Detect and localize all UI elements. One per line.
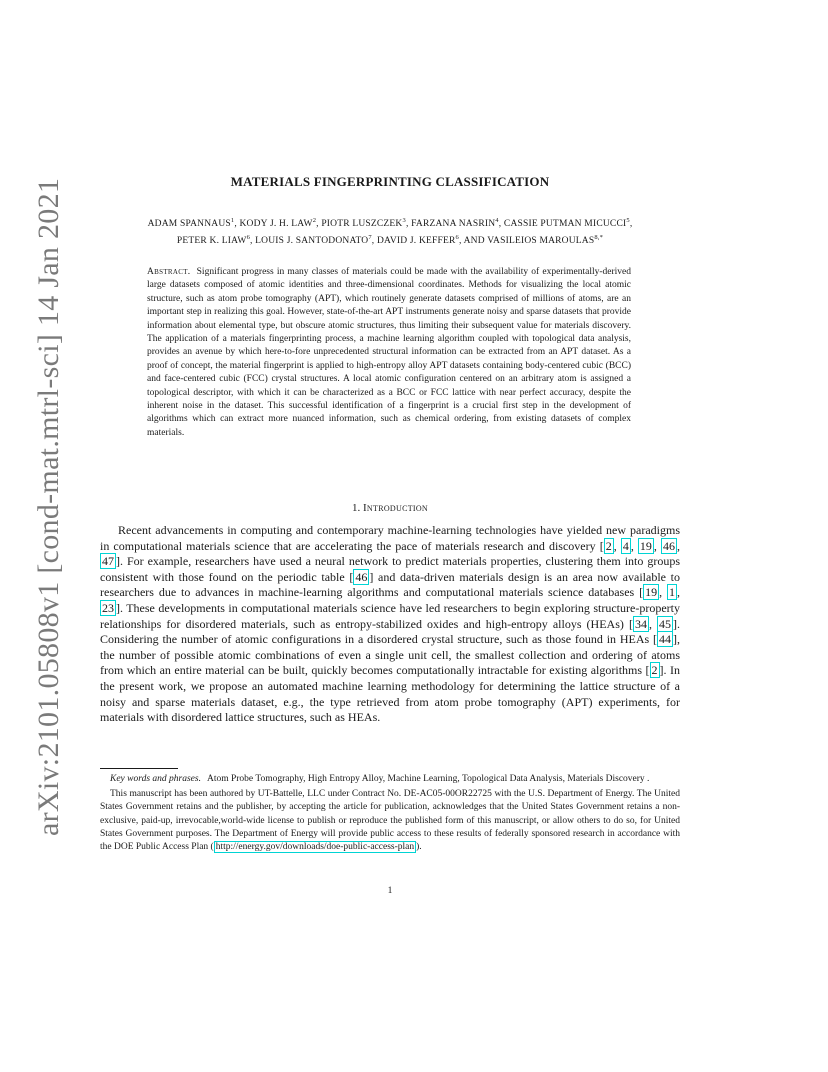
footnotes <box>100 773 680 856</box>
abstract-text: Significant progress in many classes of materials could be made with the availability of experimentally-derived large datasets composed of atomic identities and three-dimensional coordinates. Methods for visualizing the local atomic structure, such as atom probe tomography (APT), which routinely generate datasets comprised of millions of atoms, are an important step in realizing this goal. However, state-of-the-art APT instruments generate noisy and sparse datasets that provide information about elemental type, but obscure atomic structures, thus limiting their subsequent value for materials discovery. The application of a materials fingerprinting process, a machine learning algorithm coupled with topological data analysis, provides an avenue by which here-to-fore unprecedented structural information can be extracted from an APT dataset. As a proof of concept, the material fingerprint is applied to high-entropy alloy APT datasets containing body-centered cubic (BCC) and face-centered cubic (FCC) crystal structures. A local atomic configuration centered on an arbitrary atom is assigned a topological descriptor, with which it can be characterized as a BCC or FCC lattice with near perfect accuracy, despite the inherent noise in the dataset. This successful identification of a fingerprint is a crucial first step in the development of algorithms which can extract more nuanced information, such as chemical ordering, from existing datasets of complex materials. <box>147 267 632 438</box>
citation-link[interactable]: 34 <box>634 616 647 631</box>
citation-link[interactable]: 2 <box>651 663 658 678</box>
author: ADAM SPANNAUS$^1$, <box>147 217 240 230</box>
citation-link[interactable]: 45 <box>659 616 671 631</box>
citation-link[interactable]: 19 <box>645 585 658 600</box>
author: PIOTR LUSZCZEK$^3$, <box>321 217 412 230</box>
author: FARZANA NASRIN$^4$, <box>411 217 504 230</box>
citation-link[interactable]: 19 <box>639 538 652 553</box>
government-notice: This manuscript has been authored by UT-Battelle, LLC under Contract No. DE-AC05-00OR22725 with the U.S. Department of Energy. The United States Government retains and the publisher, by accepting the article for publication, acknowledges that the United States Government retains a non-exclusive, paid-up, irrevocable,world-wide license to publish or reproduce the published form of this manuscript, or allow others to do so, for United States Government purposes. The Department of Energy will provide public access to these results of federally sponsored research in accordance with the DOE Public Access Plan ( http://energy.gov/downloads/doe-public-access-plan ). <box>100 789 680 853</box>
section-heading <box>100 502 680 514</box>
keywords-footnote <box>100 773 680 786</box>
citation-link[interactable]: 2 <box>605 538 612 553</box>
author: PETER K. LIAW$^6$, <box>176 234 256 247</box>
citation-link[interactable]: 4 <box>622 538 629 553</box>
section-number: 1. <box>351 502 361 514</box>
section-title: Introduction <box>362 502 429 514</box>
introduction-paragraph: Recent advancements in computing and contemporary machine-learning technologies have yielded new paradigms in computational materials science that are accelerating the pace of materials research and discovery [ 2 , 4 , 19 , 46 , 47 ]. For example, researchers have used a neural network to predict materials properties, clustering them into groups consistent with those found on the periodic table [ 46 ] and data-driven materials design is an area now available to researchers due to advances in machine-learning algorithms and computational materials science databases [ 19 , 1 , 23 ]. These developments in computational materials science have led researchers to begin exploring structure-property relationships for disordered materials, such as entropy-stabilized oxides and high-entropy alloys (HEAs) [ 34 , 45 ]. Considering the number of atomic configurations in a disordered crystal structure, such as those found in HEAs [ 44 ], the number of possible atomic combinations of even a single unit cell, the smallest collection and ordering of atoms from which an entire material can be built, quickly becomes computationally intractable for existing algorithms [ 2 ]. In the present work, we propose an automated machine learning methodology for determining the lattice structure of a noisy and sparse materials dataset, e.g., the type retrieved from atom probe tomography (APT) experiments, for materials with disordered lattice structures, such as HEAs. <box>100 523 681 725</box>
keywords-text: Atom Probe Tomography, High Entropy Alloy, Machine Learning, Topological Data Analysis, Materials Discovery . <box>206 774 650 784</box>
author: LOUIS J. SANTODONATO$^7$, <box>255 234 377 247</box>
author: CASSIE PUTMAN MICUCCI$^5$, <box>503 217 633 230</box>
author: AND VASILEIOS $MAROULAS^{8,*}$ <box>463 234 604 247</box>
abstract-label: Abstract. <box>147 267 191 277</box>
author: KODY J. H. LAW$^2$, <box>239 217 322 230</box>
citation-link[interactable]: 23 <box>102 600 114 615</box>
abstract <box>147 266 631 440</box>
page-number: 1 <box>387 886 393 896</box>
footnote-divider <box>100 768 178 769</box>
citation-link[interactable]: 46 <box>355 569 368 584</box>
arxiv-identifier: arXiv:2101.05808v1 [cond-mat.mtrl-sci] 14 Jan 2021 <box>32 177 65 836</box>
doe-public-access-link[interactable]: http://energy.gov/downloads/doe-public-access-plan <box>215 842 415 853</box>
citation-link[interactable]: 47 <box>102 554 114 569</box>
citation-link[interactable]: 46 <box>663 538 675 553</box>
paper-title: MATERIALS FINGERPRINTING CLASSIFICATION <box>230 174 550 189</box>
citation-link[interactable]: 1 <box>669 585 676 600</box>
author: DAVID J. KEFFER$^6$, <box>376 234 464 247</box>
keywords-label: Key words and phrases. <box>110 774 201 784</box>
author-list <box>100 214 680 248</box>
citation-link[interactable]: 44 <box>659 632 671 647</box>
